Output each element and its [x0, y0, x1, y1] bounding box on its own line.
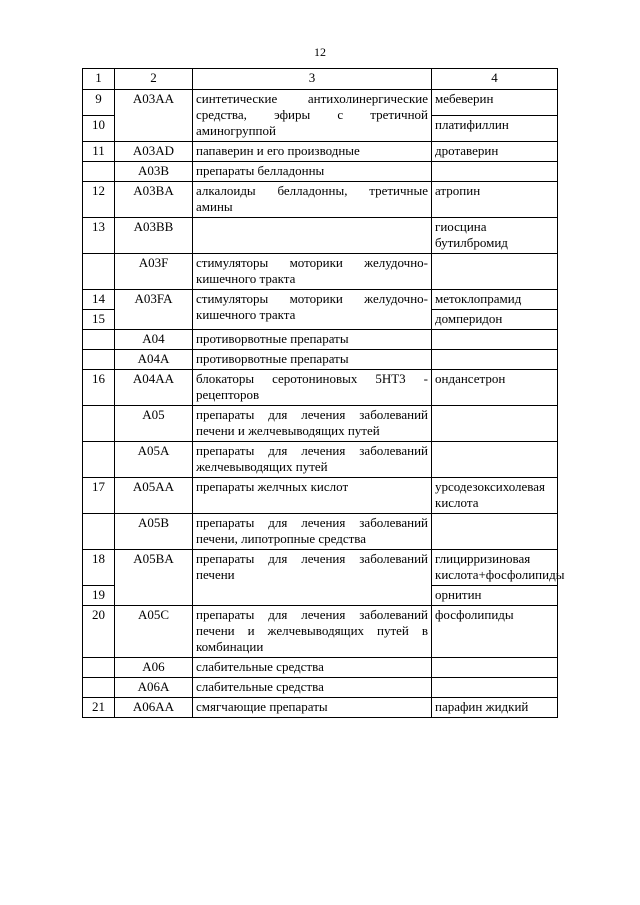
atc-code: A04: [115, 330, 193, 350]
drug-table: [82, 68, 565, 718]
atc-code: A06AA: [115, 698, 193, 718]
group-description: препараты для лечения заболеваний печени, липотропные средства: [193, 514, 432, 550]
group-description: препараты белладонны: [193, 162, 432, 182]
atc-code: A05C: [115, 606, 193, 658]
atc-code: A06A: [115, 678, 193, 698]
group-description: препараты для лечения заболеваний желчевыводящих путей: [193, 442, 432, 478]
group-description: стимуляторы моторики желудочно-кишечного тракта: [193, 290, 432, 330]
atc-code: A05B: [115, 514, 193, 550]
atc-code: A03AA: [115, 90, 193, 142]
empty-cell: [432, 442, 558, 478]
row-number: 19: [83, 586, 115, 606]
row-number: 10: [83, 116, 115, 142]
row-number: 16: [83, 370, 115, 406]
drug-name: мебеверин: [432, 90, 558, 116]
table-row: [83, 182, 558, 218]
drug-name: парафин жидкий: [432, 698, 558, 718]
empty-cell: [83, 330, 115, 350]
atc-code: A03BA: [115, 182, 193, 218]
row-number: 14: [83, 290, 115, 310]
row-number: 15: [83, 310, 115, 330]
table-row: [83, 406, 558, 442]
atc-code: A04A: [115, 350, 193, 370]
atc-code: A05: [115, 406, 193, 442]
drug-name: фосфолипиды: [432, 606, 558, 658]
group-description: смягчающие препараты: [193, 698, 432, 718]
table-row: [83, 330, 558, 350]
atc-code: A05AA: [115, 478, 193, 514]
empty-cell: [432, 254, 558, 290]
empty-cell: [193, 218, 432, 254]
header-row: [83, 69, 558, 90]
table-row: [83, 698, 558, 718]
group-description: противорвотные препараты: [193, 330, 432, 350]
table-row: [83, 218, 558, 254]
drug-name: платифиллин: [432, 116, 558, 142]
drug-name: ондансетрон: [432, 370, 558, 406]
empty-cell: [432, 350, 558, 370]
empty-cell: [432, 406, 558, 442]
drug-name: урсодезоксихолевая кислота: [432, 478, 558, 514]
empty-cell: [432, 514, 558, 550]
atc-code: A05BA: [115, 550, 193, 606]
atc-code: A03FA: [115, 290, 193, 330]
drug-name: орнитин: [432, 586, 558, 606]
table-row: [83, 514, 558, 550]
table-row: [83, 290, 558, 310]
header-cell: 4: [432, 69, 558, 90]
empty-cell: [83, 162, 115, 182]
empty-cell: [432, 162, 558, 182]
group-description: противорвотные препараты: [193, 350, 432, 370]
header-cell: 2: [115, 69, 193, 90]
empty-cell: [83, 254, 115, 290]
drug-name: домперидон: [432, 310, 558, 330]
header-cell: 3: [193, 69, 432, 90]
atc-code: A03F: [115, 254, 193, 290]
table-row: [83, 658, 558, 678]
group-description: препараты для лечения заболеваний печени и желчевыводящих путей: [193, 406, 432, 442]
row-number: 9: [83, 90, 115, 116]
drug-name: метоклопрамид: [432, 290, 558, 310]
empty-cell: [83, 442, 115, 478]
empty-cell: [432, 678, 558, 698]
row-number: 18: [83, 550, 115, 586]
atc-code: A04AA: [115, 370, 193, 406]
group-description: слабительные средства: [193, 678, 432, 698]
empty-cell: [432, 330, 558, 350]
table-row: [83, 90, 558, 116]
group-description: слабительные средства: [193, 658, 432, 678]
table-row: [83, 370, 558, 406]
header-cell: 1: [83, 69, 115, 90]
table-row: [83, 442, 558, 478]
drug-name: гиосцина бутилбромид: [432, 218, 558, 254]
table-row: [83, 606, 558, 658]
group-description: синтетические антихолинергические средства, эфиры с третичной аминогруппой: [193, 90, 432, 142]
empty-cell: [83, 514, 115, 550]
group-description: блокаторы серотониновых 5НТ3 - рецепторов: [193, 370, 432, 406]
table-row: [83, 162, 558, 182]
empty-cell: [432, 658, 558, 678]
table-row: [83, 550, 558, 586]
empty-cell: [83, 406, 115, 442]
row-number: 21: [83, 698, 115, 718]
table-row: [83, 350, 558, 370]
row-number: 17: [83, 478, 115, 514]
group-description: препараты для лечения заболеваний печени и желчевыводящих путей в комбинации: [193, 606, 432, 658]
group-description: препараты для лечения заболеваний печени: [193, 550, 432, 606]
atc-code: A03AD: [115, 142, 193, 162]
empty-cell: [83, 350, 115, 370]
atc-code: A03B: [115, 162, 193, 182]
group-description: папаверин и его производные: [193, 142, 432, 162]
table-row: [83, 478, 558, 514]
drug-name: глицирризиновая кислота+фосфолипиды: [432, 550, 558, 586]
table-row: [83, 678, 558, 698]
group-description: препараты желчных кислот: [193, 478, 432, 514]
empty-cell: [83, 658, 115, 678]
page-number: 12: [314, 45, 326, 59]
drug-name: дротаверин: [432, 142, 558, 162]
group-description: алкалоиды белладонны, третичные амины: [193, 182, 432, 218]
drug-name: атропин: [432, 182, 558, 218]
atc-code: A03BB: [115, 218, 193, 254]
atc-code: A05A: [115, 442, 193, 478]
table-row: [83, 254, 558, 290]
row-number: 13: [83, 218, 115, 254]
atc-code: A06: [115, 658, 193, 678]
row-number: 12: [83, 182, 115, 218]
empty-cell: [83, 678, 115, 698]
group-description: стимуляторы моторики желудочно-кишечного тракта: [193, 254, 432, 290]
row-number: 20: [83, 606, 115, 658]
row-number: 11: [83, 142, 115, 162]
table-row: [83, 142, 558, 162]
